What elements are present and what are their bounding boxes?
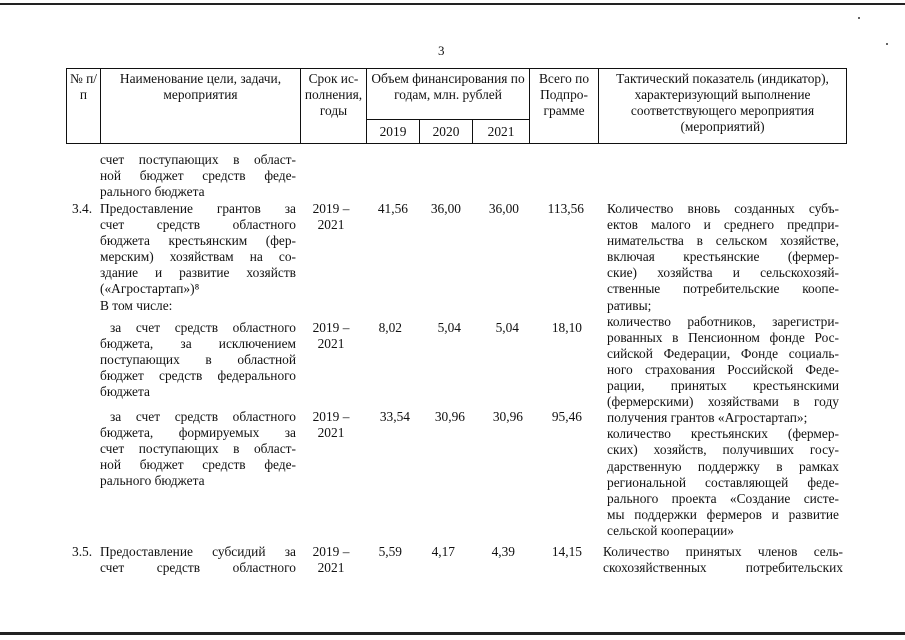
including-label: В том числе: (100, 297, 173, 313)
header-total: Всего по Подпро-грамме (530, 69, 599, 144)
row-number: 3.5. (72, 544, 93, 559)
scan-speck (886, 43, 888, 45)
value-2020: 4,17 (431, 544, 455, 559)
subrow-name: за счет средств областного бюджета, за исключением поступающих в областной бюджет средств федерального бюджета (100, 320, 296, 400)
value-2020: 5,04 (437, 320, 461, 335)
header-num: № п/п (67, 69, 101, 144)
row-name: Предоставление грантов за счет средств областного бюджета крестьянским (фер- мерским) хозяйствам на со- здание и развитие хозяйств («Агростартап»)⁸ В том числе: (100, 201, 296, 313)
subrow-term: 2019 – 2021 (312, 409, 350, 441)
value-2020: 30,96 (434, 409, 465, 424)
value-2019: 33,54 (379, 409, 410, 424)
header-funding: Объем финансирования по годам, млн. рублей (367, 69, 530, 120)
table-header (66, 68, 847, 144)
value-total: 18,10 (551, 320, 582, 335)
header-indicator: Тактический показатель (индикатор), характеризующий выполнение соответствующего мероприятия (мероприятий) (599, 69, 847, 144)
value-2021: 4,39 (491, 544, 515, 559)
header-term: Срок ис-полнения, годы (301, 69, 367, 144)
value-total: 14,15 (551, 544, 582, 559)
bottom-rule (0, 632, 905, 635)
continuation-text: счет поступающих в област- ной бюджет средств феде- рального бюджета (100, 152, 296, 200)
header-year-2020: 2020 (420, 120, 473, 144)
value-2019: 8,02 (378, 320, 402, 335)
row-number: 3.4. (72, 201, 93, 216)
row-term: 2019 – 2021 (312, 201, 350, 233)
subrow-name: за счет средств областного бюджета, формируемых за счет поступающих в област- ной бюджет средств феде- рального бюджета (100, 409, 296, 489)
header-year-2019: 2019 (367, 120, 420, 144)
row-term: 2019 – 2021 (312, 544, 350, 576)
header-year-2021: 2021 (473, 120, 530, 144)
value-2021: 30,96 (492, 409, 523, 424)
value-2020: 36,00 (430, 201, 461, 216)
value-2021: 5,04 (495, 320, 519, 335)
row-name: Предоставление субсидий за счет средств областного (100, 544, 296, 576)
top-rule (0, 3, 905, 5)
value-total: 95,46 (551, 409, 582, 424)
indicator-text: Количество вновь созданных субъ- ектов малого и среднего предпри- нимательства в сельском хозяйстве, включая крестьянские (фермер- ские) хозяйства и сельскохозяй- ственные потребительские коопе- ративы; количество работников, зарегистри- рованных в Пенсионном фонде Рос- сийской Федерации, Фонде социаль- ного страхования Российской Феде- рации, принятых крестьянскими (фермерскими) хозяйствами в году получения грантов «Агростартап»; количество крестьянских (фермер- ских) хозяйств, получивших госу- дарственную поддержку в рамках региональной составляющей феде- рального проекта «Создание систе- мы поддержки фермеров и развитие сельской кооперации» (607, 201, 839, 538)
indicator-text: Количество принятых членов сель- скохозяйственных потребительских (603, 544, 843, 576)
value-2019: 41,56 (377, 201, 408, 216)
value-2019: 5,59 (378, 544, 402, 559)
subrow-term: 2019 – 2021 (312, 320, 350, 352)
value-total: 113,56 (547, 201, 584, 216)
header-name: Наименование цели, задачи, мероприятия (101, 69, 301, 144)
page-number: 3 (438, 43, 445, 58)
scan-speck (858, 17, 860, 19)
value-2021: 36,00 (488, 201, 519, 216)
